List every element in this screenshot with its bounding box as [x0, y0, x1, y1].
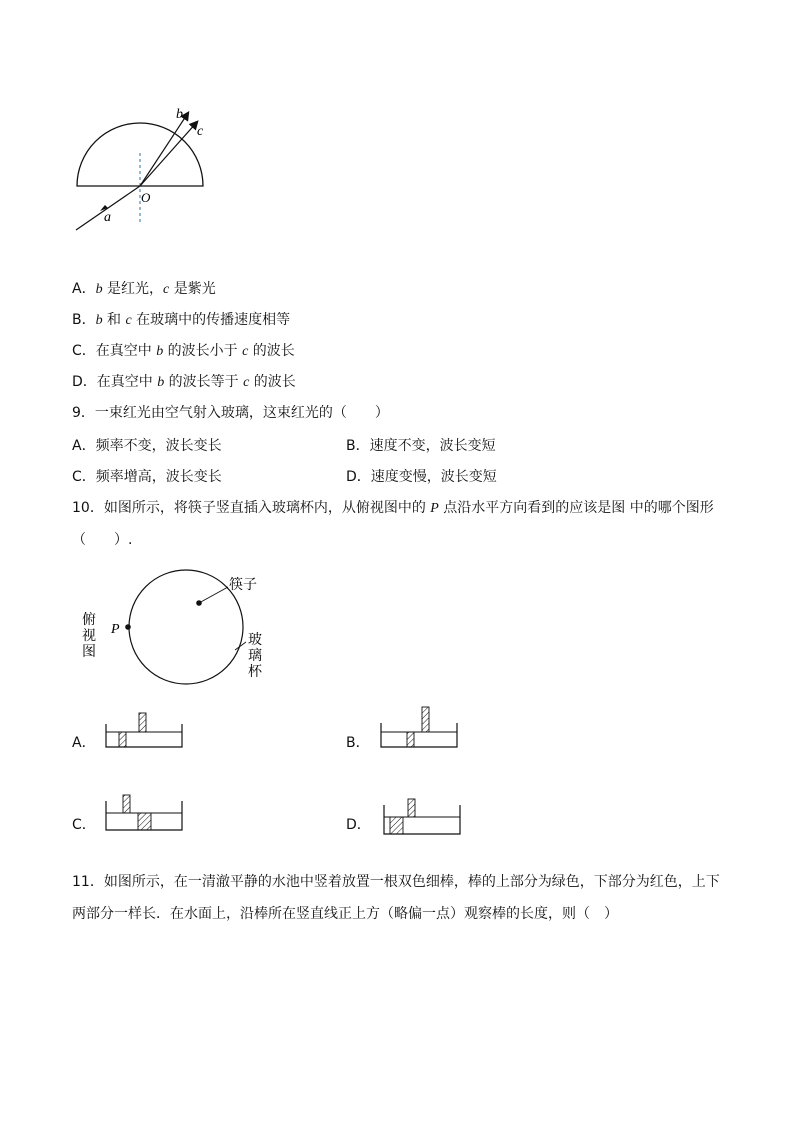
glass-circle: [129, 570, 243, 684]
q10-stem-line2: （ ）.: [72, 532, 133, 548]
q10-option-b-figure[interactable]: [379, 705, 459, 750]
q10-option-c[interactable]: C．: [72, 817, 96, 833]
q10-option-d[interactable]: D．: [346, 817, 371, 833]
q10-option-a-figure[interactable]: [104, 710, 184, 750]
point-P-label: P: [111, 622, 120, 637]
chopstick-leader: [199, 587, 228, 603]
view-label-1: 俯: [82, 613, 96, 628]
q8-option-c[interactable]: C．在真空中 b 的波长小于 c 的波长: [72, 343, 295, 359]
q8-option-a[interactable]: A．b 是红光，c 是紫光: [72, 281, 216, 297]
q9-stem: 9．一束红光由空气射入玻璃，这束红光的（ ）: [72, 405, 389, 421]
q11-stem-line1: 11．如图所示，在一清澈平静的水池中竖着放置一根双色细棒，棒的上部分为绿色，下部分为红色，上下: [72, 874, 720, 890]
label-c: c: [197, 124, 204, 139]
q8-option-d[interactable]: D．在真空中 b 的波长等于 c 的波长: [72, 374, 296, 390]
refraction-semicircle-figure: [60, 95, 220, 240]
glass-label-2: 璃: [248, 649, 262, 664]
chopstick-label: 筷子: [229, 577, 257, 593]
label-a: a: [104, 210, 111, 225]
q10-option-c-figure[interactable]: [104, 793, 184, 833]
point-P-dot: [125, 624, 131, 630]
q11-stem-line2: 两部分一样长．在水面上，沿棒所在竖直线正上方（略偏一点）观察棒的长度，则（ ）: [72, 906, 618, 922]
q10-option-b[interactable]: B．: [346, 735, 370, 751]
refracted-ray-c: [140, 122, 197, 186]
q10-option-a[interactable]: A．: [72, 735, 96, 751]
top-view-figure: [76, 566, 286, 696]
label-b: b: [176, 107, 183, 122]
q9-option-a[interactable]: A．频率不变，波长变长: [72, 438, 222, 454]
q9-option-c[interactable]: C．频率增高，波长变长: [72, 469, 222, 485]
glass-label-3: 杯: [248, 665, 262, 680]
q10-stem: 10．如图所示，将筷子竖直插入玻璃杯内，从俯视图中的 P 点沿水平方向看到的应该是图 中的哪个图形: [72, 500, 714, 516]
label-O: O: [141, 190, 151, 205]
q10-option-d-figure[interactable]: [382, 797, 462, 837]
view-label-2: 视: [82, 629, 96, 644]
q9-option-d[interactable]: D．速度变慢，波长变短: [346, 469, 497, 485]
glass-label-1: 玻: [248, 633, 262, 648]
q8-option-b[interactable]: B．b 和 c 在玻璃中的传播速度相等: [72, 312, 291, 328]
view-label-3: 图: [82, 645, 96, 660]
q9-option-b[interactable]: B．速度不变，波长变短: [346, 438, 496, 454]
